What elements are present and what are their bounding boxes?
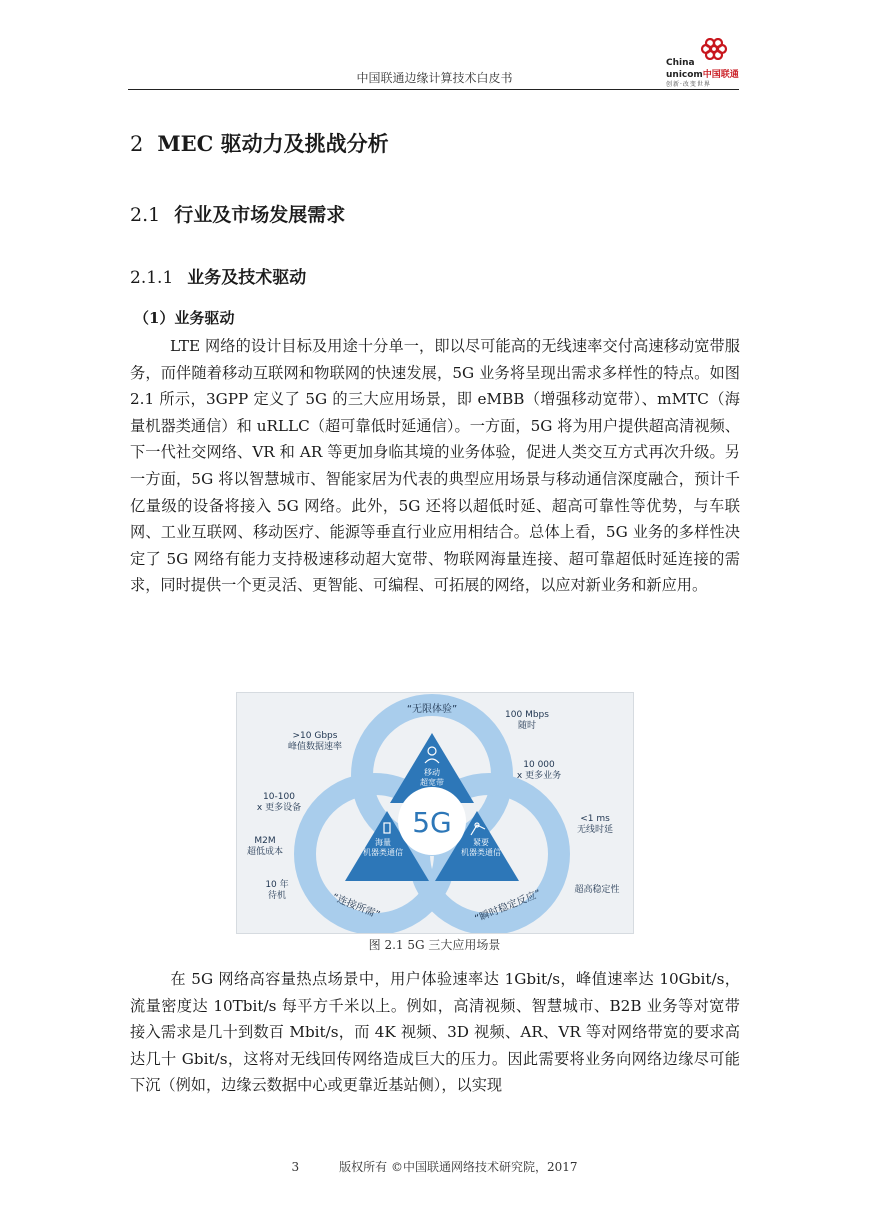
item-heading: （1）业务驱动 <box>134 309 235 327</box>
subsubsection-heading: 2.1.1 业务及技术驱动 <box>130 268 307 288</box>
feature-latency-label: 无线时延 <box>576 825 614 835</box>
feature-m2m-label: 超低成本 <box>246 847 284 857</box>
copyright-notice: 版权所有 ©中国联通网络技术研究院，2017 <box>339 1160 578 1174</box>
logo-slogan: 创新·改变世界 <box>666 81 711 88</box>
feature-traffic-value: 10 000 <box>523 760 555 770</box>
section-heading: 2 MEC 驱动力及挑战分析 <box>130 131 389 156</box>
triangle-mmtc-line1: 海量 <box>375 838 391 847</box>
figure-caption: 图 2.1 5G 三大应用场景 <box>368 938 501 952</box>
triangle-mmtc-line2: 机器类通信 <box>363 848 403 857</box>
feature-devices-label: x 更多设备 <box>256 803 302 813</box>
triangle-embb-line1: 移动 <box>424 768 440 777</box>
feature-gbps-label: 峰值数据速率 <box>287 742 343 752</box>
ring-label-left: “连接所需” <box>330 892 382 922</box>
feature-mbps-value: 100 Mbps <box>505 710 549 720</box>
ring-label-right: “瞬时稳定反应” <box>473 888 543 925</box>
center-5g-label: 5G <box>412 806 452 839</box>
5g-scenarios-figure <box>236 692 634 934</box>
feature-m2m-value: M2M <box>254 836 276 846</box>
ring-label-top: “无限体验” <box>406 704 458 715</box>
feature-traffic-label: x 更多业务 <box>516 771 562 781</box>
body-paragraph-1: LTE 网络的设计目标及用途十分单一，即以尽可能高的无线速率交付高速移动宽带服务，而伴随着移动互联网和物联网的快速发展，5G 业务将呈现出需求多样性的特点。如图 2.1 所示，3GPP 定义了 5G 的三大应用场景，即 eMBB（增强移动宽带）、mMTC（海量机器类通信）和 uRLLC（超可靠低时延通信）。一方面，5G 将为用户提供超高清视频、下一代社交网络、VR 和 AR 等更加身临其境的业务体验，促进人类交互方式再次升级。另一方面，5G 将以智慧城市、智能家居为代表的典型应用场景与移动通信深度融合，预计千亿量级的设备将接入 5G 网络。此外，5G 还将以超低时延、超高可靠性等优势，与车联网、工业互联网、移动医疗、能源等垂直行业应用相结合。总体上看，5G 业务的多样性决定了 5G 网络有能力支持极速移动超大宽带、物联网海量连接、超可靠超低时延连接的需求，同时提供一个更灵活、更智能、可编程、可拓展的网络，以应对新业务和新应用。 <box>130 337 740 595</box>
triangle-urllc-line2: 机器类通信 <box>461 848 501 857</box>
logo-brand-line2: unicom中国联通 <box>666 70 739 80</box>
subsection-heading: 2.1 行业及市场发展需求 <box>130 204 346 226</box>
page-footer <box>0 1158 869 1175</box>
china-unicom-logo <box>664 38 742 90</box>
logo-brand-line1: China <box>666 58 695 68</box>
feature-battery-label: 待机 <box>267 891 287 901</box>
feature-devices-value: 10-100 <box>263 792 295 802</box>
triangle-embb-line2: 超宽带 <box>420 778 444 787</box>
triangle-urllc-line1: 紧要 <box>473 838 489 847</box>
feature-mbps-label: 随时 <box>517 721 537 731</box>
header-divider <box>128 89 739 90</box>
unicom-knot-icon <box>686 38 746 60</box>
feature-gbps-value: >10 Gbps <box>292 731 338 741</box>
feature-latency-value: <1 ms <box>580 814 610 824</box>
body-paragraph-2: 在 5G 网络高容量热点场景中，用户体验速率达 1Gbit/s，峰值速率达 10Gbit/s，流量密度达 10Tbit/s 每平方千米以上。例如，高清视频、智慧城市、B2B 业务等对宽带接入需求是几十到数百 Mbit/s，而 4K 视频、3D 视频、AR、VR 等对网络带宽的要求高达几十 Gbit/s，这将对无线回传网络造成巨大的压力。因此需要将业务向网络边缘尽可能下沉（例如，边缘云数据中心或更靠近基站侧），以实现 <box>130 970 740 1095</box>
feature-reliability-label: 超高稳定性 <box>574 885 620 895</box>
5g-scenarios-diagram <box>237 693 633 933</box>
feature-battery-value: 10 年 <box>265 880 289 890</box>
running-header-title: 中国联通边缘计算技术白皮书 <box>356 71 513 85</box>
page-number: 3 <box>291 1160 300 1174</box>
